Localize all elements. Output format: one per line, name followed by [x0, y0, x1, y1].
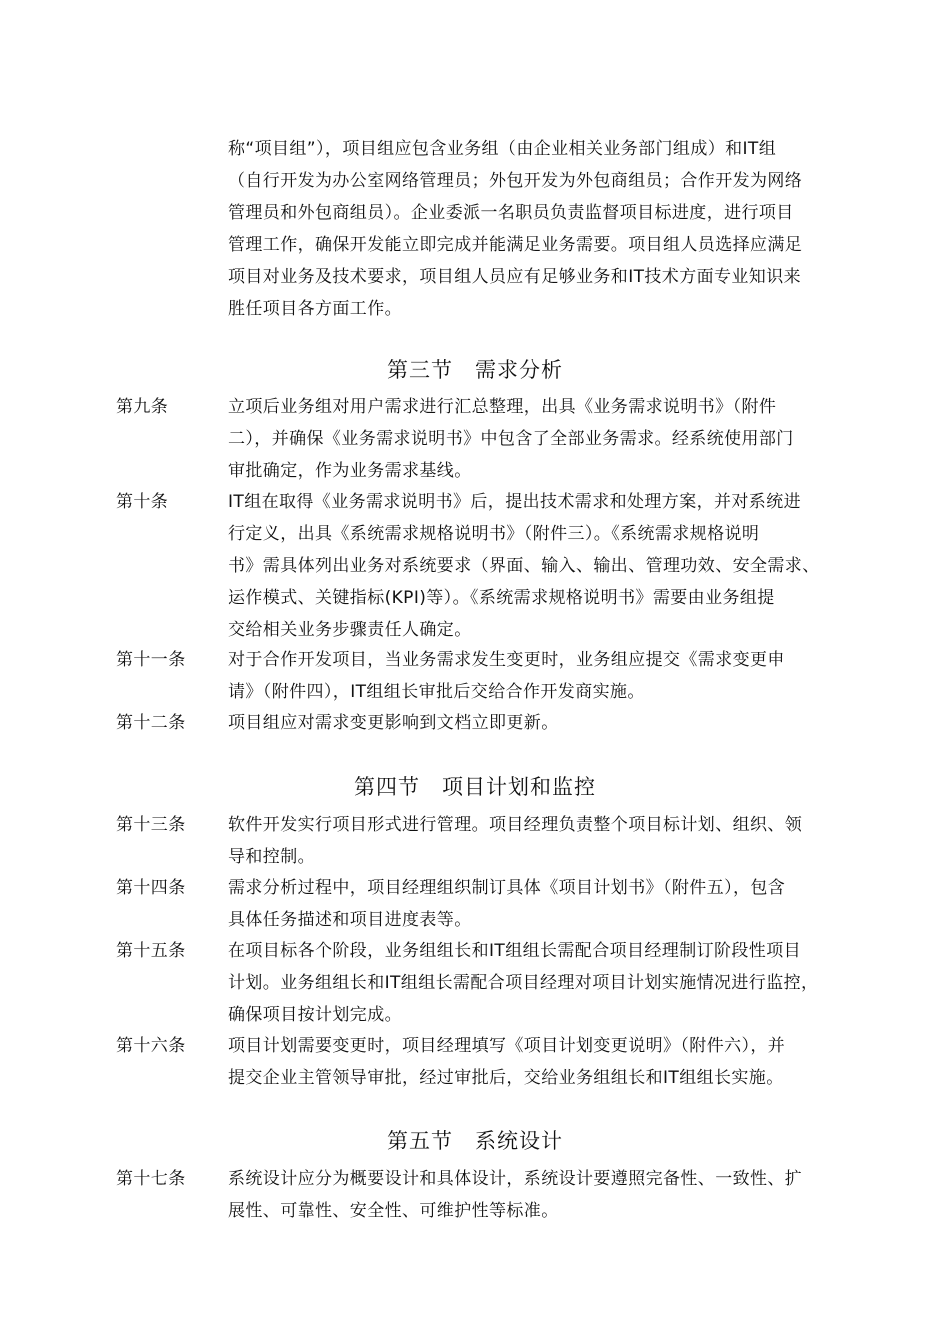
article-body [228, 391, 828, 487]
article-body [228, 935, 828, 1031]
article-body [228, 1163, 828, 1227]
text-line: 项目对业务及技术要求，项目组人员应有足够业务和IT技术方面专业知识来 [228, 267, 801, 287]
intro-paragraph [228, 133, 828, 325]
article-body [228, 1030, 828, 1094]
article-body [228, 809, 828, 873]
text-line: 立项后业务组对用户需求进行汇总整理，出具《业务需求说明书》（附件 [228, 397, 777, 417]
section-heading-5: 第五节 系统设计 [387, 1129, 563, 1153]
article-number: 第十三条 [116, 815, 186, 835]
text-line: 提交企业主管领导审批，经过审批后，交给业务组组长和IT组组长实施。 [228, 1068, 784, 1088]
text-line: 在项目标各个阶段，业务组组长和IT组组长需配合项目经理制订阶段性项目 [228, 941, 801, 961]
text-line: （自行开发为办公室网络管理员；外包开发为外包商组员；合作开发为网络 [228, 171, 803, 191]
article-number: 第十五条 [116, 941, 186, 961]
text-line: 行定义，出具《系统需求规格说明书》（附件三）。《系统需求规格说明 [228, 524, 760, 544]
text-line: 交给相关业务步骤责任人确定。 [228, 620, 472, 640]
article-number: 第十条 [116, 492, 169, 512]
text-line: 导和控制。 [228, 847, 315, 867]
text-line: 胜任项目各方面工作。 [228, 299, 402, 319]
text-line: 需求分析过程中，项目经理组织制订具体《项目计划书》（附件五），包含 [228, 878, 786, 898]
text-line: 管理员和外包商组员）。企业委派一名职员负责监督项目标进度，进行项目 [228, 203, 794, 223]
text-line: 称“项目组”），项目组应包含业务组（由企业相关业务部门组成）和IT组 [228, 139, 777, 159]
text-line: 项目组应对需求变更影响到文档立即更新。 [228, 713, 559, 733]
article-body [228, 644, 828, 708]
article-body [228, 486, 828, 646]
article-number: 第十六条 [116, 1036, 186, 1056]
text-line: IT组在取得《业务需求说明书》后，提出技术需求和处理方案，并对系统进 [228, 492, 801, 512]
article-body [228, 872, 828, 936]
text-line: 请》（附件四），IT组组长审批后交给合作开发商实施。 [228, 682, 645, 702]
section-heading-4: 第四节 项目计划和监控 [354, 775, 596, 799]
article-number: 第十一条 [116, 650, 186, 670]
text-line: 书》需具体列出业务对系统要求（界面、输入、输出、管理功效、安全需求、 [228, 556, 820, 576]
text-line: 系统设计应分为概要设计和具体设计，系统设计要遵照完备性、一致性、扩 [228, 1169, 803, 1189]
section-heading-3: 第三节 需求分析 [387, 358, 563, 382]
text-line: 计划。业务组组长和IT组组长需配合项目经理对项目计划实施情况进行监控， [228, 973, 819, 993]
text-line: 具体任务描述和项目进度表等。 [228, 910, 472, 930]
article-number: 第十七条 [116, 1169, 186, 1189]
text-line: 对于合作开发项目，当业务需求发生变更时，业务组应提交《需求变更申 [228, 650, 785, 670]
text-line: 审批确定，作为业务需求基线。 [228, 461, 472, 481]
article-number: 第九条 [116, 397, 169, 417]
text-line: 软件开发实行项目形式进行管理。项目经理负责整个项目标计划、组织、领 [228, 815, 803, 835]
article-number: 第十二条 [116, 713, 186, 733]
article-body [228, 707, 828, 739]
text-line: 项目计划需要变更时，项目经理填写《项目计划变更说明》（附件六），并 [228, 1036, 786, 1056]
article-number: 第十四条 [116, 878, 186, 898]
text-line: 管理工作，确保开发能立即完成并能满足业务需要。项目组人员选择应满足 [228, 235, 803, 255]
text-line: 展性、可靠性、安全性、可维护性等标准。 [228, 1201, 559, 1221]
text-line: 运作模式、关键指标(KPI)等）。《系统需求规格说明书》需要由业务组提 [228, 588, 775, 608]
text-line: 二），并确保《业务需求说明书》中包含了全部业务需求。经系统使用部门 [228, 429, 794, 449]
text-line: 确保项目按计划完成。 [228, 1005, 402, 1025]
